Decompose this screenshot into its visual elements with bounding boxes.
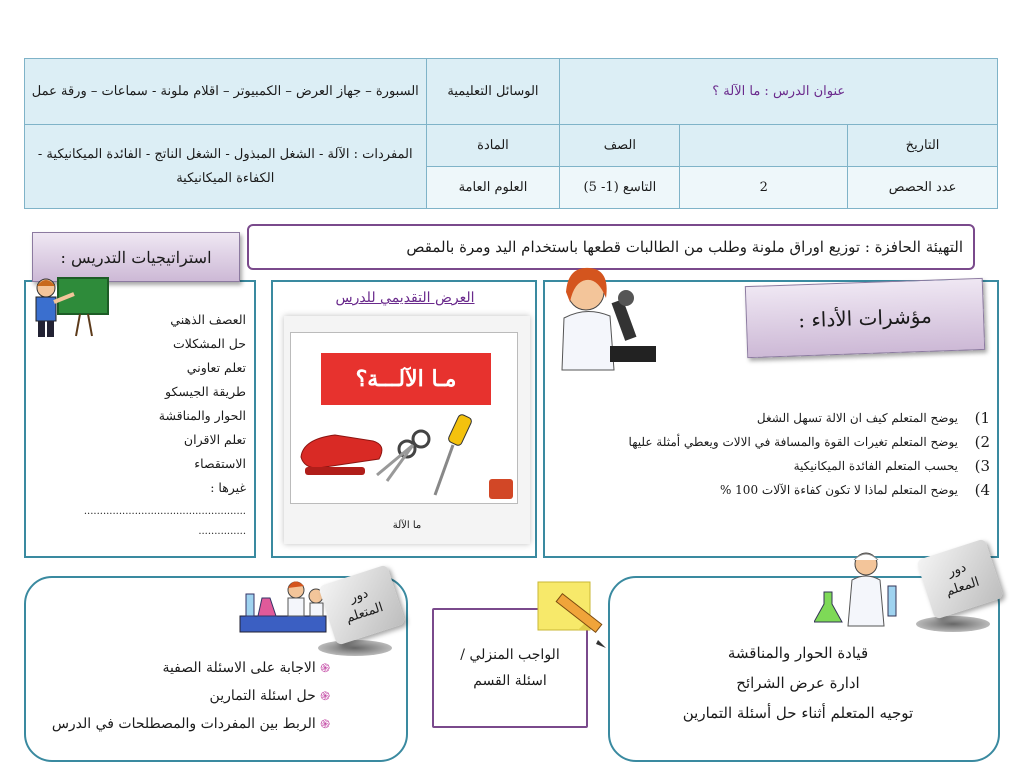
flower-bullet-icon: ֍ xyxy=(320,661,330,675)
strategy-dots: ............... xyxy=(198,526,246,537)
indicator-number: 4) xyxy=(974,481,990,499)
learner-role-text: الربط بين المفردات والمصطلحات في الدرس xyxy=(51,716,316,732)
grade-label: الصف xyxy=(560,125,680,167)
students-lab-icon xyxy=(236,572,332,644)
tools-illustration xyxy=(295,409,515,501)
grade-value: التاسع (1- 5) xyxy=(560,167,680,209)
lesson-header-table xyxy=(24,58,998,209)
strategy-item: غيرها : xyxy=(210,480,246,495)
warmup-text: التهيئة الحافزة : توزيع اوراق ملونة وطلب من الطالبات قطعها باستخدام اليد ومرة بالمقص xyxy=(406,238,963,256)
subject-label: المادة xyxy=(426,125,560,167)
learner-role-item xyxy=(30,654,330,682)
indicator-item xyxy=(560,406,990,430)
cube-shadow xyxy=(916,616,990,632)
media-value: السبورة – جهاز العرض – الكمبيوتر – اقلام ملونة - سماعات – ورقة عمل xyxy=(25,59,427,125)
subject-value: العلوم العامة xyxy=(426,167,560,209)
indicator-item xyxy=(560,454,990,478)
strategy-item: تعلم الاقران xyxy=(183,432,246,447)
vocabulary-value: المفردات : الآلة - الشغل المبذول - الشغل الناتج - الفائدة الميكانيكية - الكفاءة الميكانيكية xyxy=(25,125,427,209)
strategy-dots: ................................................... xyxy=(83,506,246,517)
presentation-title[interactable]: العرض التقديمي للدرس xyxy=(335,290,475,306)
teacher-role-list xyxy=(620,638,976,728)
scientist-flasks-icon xyxy=(814,546,906,630)
learner-role-item xyxy=(30,710,330,738)
strategy-item: الحوار والمناقشة xyxy=(158,408,246,423)
indicators-list xyxy=(560,406,990,502)
learner-role-label: دور المتعلم xyxy=(344,585,386,627)
indicators-title: مؤشرات الأداء : xyxy=(797,303,933,333)
teacher-role-item: قيادة الحوار والمناقشة xyxy=(727,644,869,662)
learner-role-list xyxy=(30,654,330,738)
teacher-role-label: دور المعلم xyxy=(943,559,982,600)
strategies-title: استراتيجيات التدريس : xyxy=(60,247,212,267)
slide-heading: مـا الآلـــة؟ xyxy=(355,366,457,392)
indicator-item xyxy=(560,430,990,454)
date-label: التاريخ xyxy=(848,125,998,167)
homework-text: الواجب المنزلي / اسئلة القسم xyxy=(460,647,560,689)
learner-role-text: حل اسئلة التمارين xyxy=(209,688,316,704)
media-label: الوسائل التعليمية xyxy=(426,59,560,125)
sessions-label: عدد الحصص xyxy=(848,167,998,209)
indicator-item xyxy=(560,478,990,502)
strategy-item: طريقة الجيسكو xyxy=(165,384,246,399)
slide-caption: ما الآلة xyxy=(392,520,422,531)
strategy-item: العصف الذهني xyxy=(170,312,246,327)
slide-title-band xyxy=(321,353,491,405)
teacher-role-item: توجيه المتعلم أثناء حل أسئلة التمارين xyxy=(682,704,914,722)
flower-bullet-icon: ֍ xyxy=(320,717,330,731)
strategy-item: الاستقصاء xyxy=(194,456,246,471)
sessions-value: 2 xyxy=(680,167,848,209)
indicator-text: يوضح المتعلم تغيرات القوة والمسافة في الالات ويعطي أمثلة عليها xyxy=(628,435,958,449)
indicator-text: يوضح المتعلم كيف ان الالة تسهل الشغل xyxy=(756,411,958,425)
sticky-note-pencil-icon xyxy=(534,578,612,650)
strategies-list xyxy=(46,308,246,540)
presentation-slide-thumbnail[interactable] xyxy=(284,316,530,544)
strategy-item: تعلم تعاوني xyxy=(186,360,246,375)
indicator-text: يحسب المتعلم الفائدة الميكانيكية xyxy=(793,459,958,473)
flower-bullet-icon: ֍ xyxy=(320,689,330,703)
slide-frame xyxy=(290,332,518,504)
scientist-microscope-icon xyxy=(548,258,666,380)
indicator-number: 3) xyxy=(974,457,990,475)
indicator-text: يوضح المتعلم لماذا لا تكون كفاءة الآلات 100 % xyxy=(719,483,958,497)
learner-role-text: الاجابة على الاسئلة الصفية xyxy=(162,660,316,676)
date-value xyxy=(680,125,848,167)
indicator-number: 1) xyxy=(974,409,990,427)
teacher-role-item: ادارة عرض الشرائح xyxy=(736,674,860,692)
learner-role-item xyxy=(30,682,330,710)
indicators-banner xyxy=(745,278,985,358)
strategy-item: حل المشكلات xyxy=(173,336,246,351)
lesson-title: عنوان الدرس : ما الآلة ؟ xyxy=(560,59,998,125)
indicator-number: 2) xyxy=(974,433,990,451)
